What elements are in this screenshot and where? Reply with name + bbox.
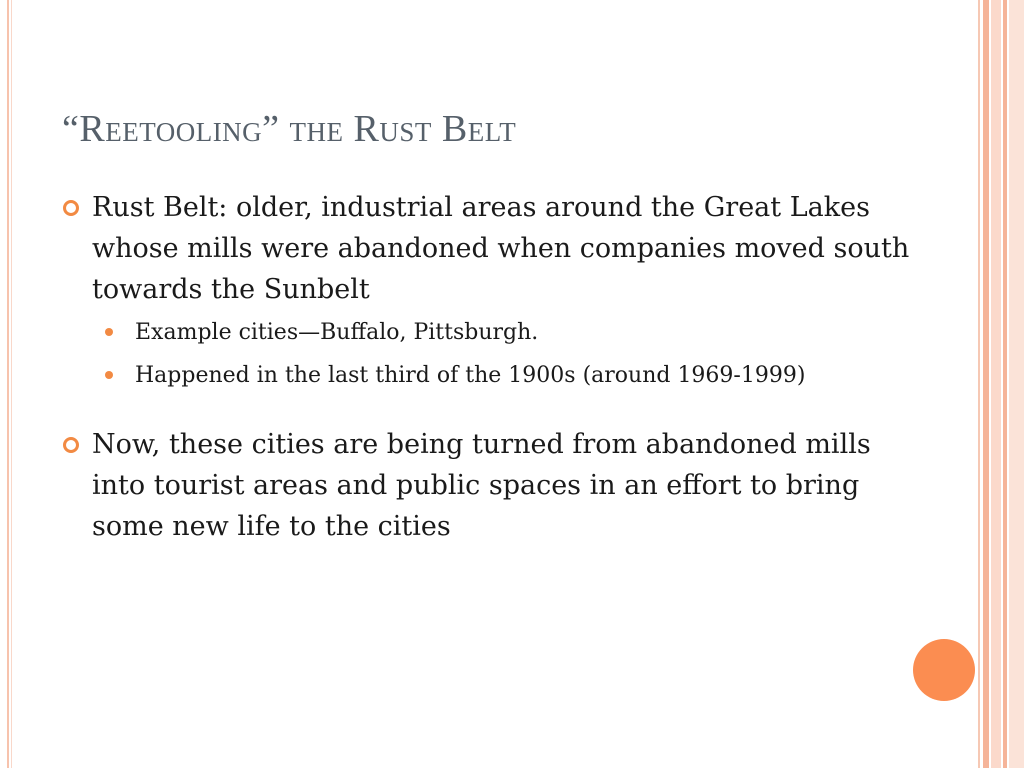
sub-bullet-example-cities <box>102 316 920 349</box>
bullet-rust-belt <box>60 187 920 310</box>
sub-bullet-timeframe <box>102 359 920 392</box>
spacer <box>60 402 920 424</box>
decorative-orange-circle <box>913 639 975 701</box>
dot-bullet-icon <box>105 371 113 379</box>
bullet-text: Rust Belt: older, industrial areas around the Great Lakes whose mills were abandoned when companies moved south towards the Sunbelt <box>92 192 910 305</box>
bullet-text: Now, these cities are being turned from abandoned mills into tourist areas and public spaces in an effort to bring some new life to the cities <box>92 429 871 542</box>
left-border-inner-line <box>11 0 12 768</box>
sub-bullet-list <box>60 316 920 392</box>
right-stripe-2 <box>983 0 989 768</box>
bullet-now <box>60 424 920 547</box>
dot-bullet-icon <box>105 328 113 336</box>
right-stripe-1 <box>978 0 980 768</box>
slide-content <box>60 187 920 547</box>
right-stripe-5 <box>1009 0 1024 768</box>
right-stripe-4 <box>1003 0 1007 768</box>
ring-bullet-icon <box>63 200 79 216</box>
slide-title: “Reetooling” the Rust Belt <box>62 108 517 150</box>
right-stripe-3 <box>991 0 1001 768</box>
sub-bullet-text: Example cities—Buffalo, Pittsburgh. <box>135 320 539 345</box>
sub-bullet-text: Happened in the last third of the 1900s (around 1969-1999) <box>135 363 806 388</box>
ring-bullet-icon <box>63 437 79 453</box>
left-border-line <box>7 0 9 768</box>
